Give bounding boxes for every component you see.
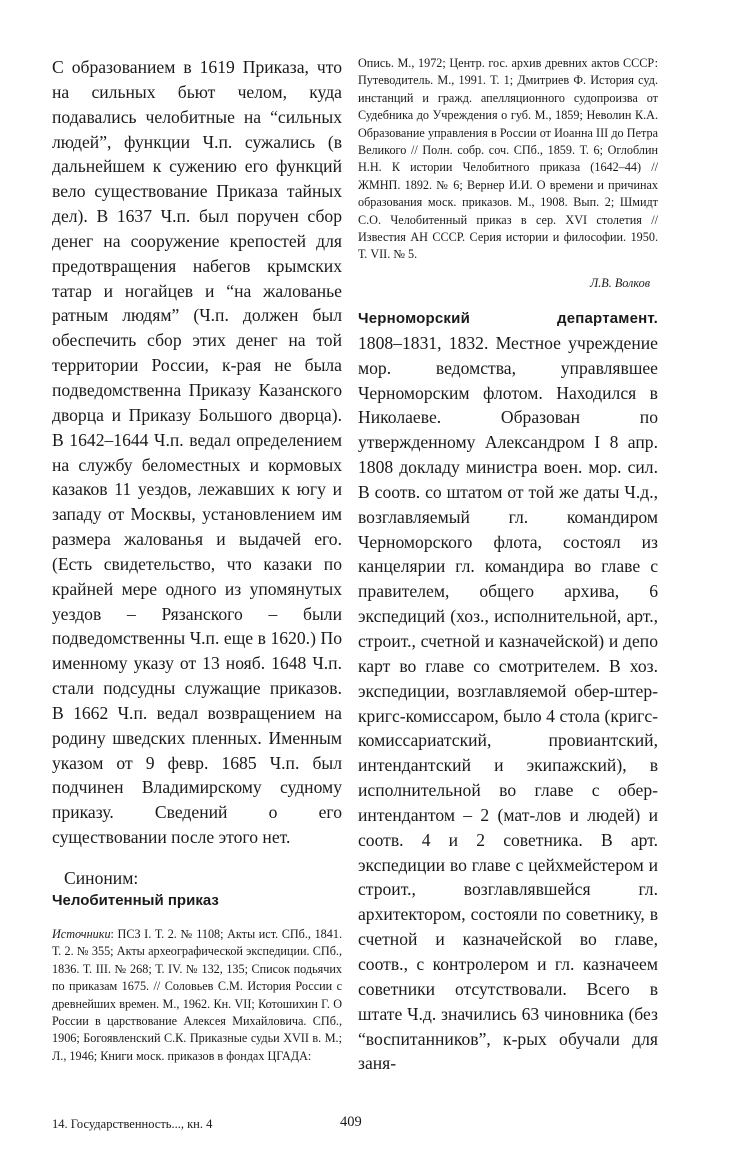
sources-block [52,926,342,1065]
running-title: 14. Государственность..., кн. 4 [52,1117,213,1131]
entry-header [358,307,658,1076]
sources-continuation: Опись. М., 1972; Центр. гос. архив древних актов СССР: Путеводитель. М., 1991. Т. 1; Дмитриев Ф. История суд. инстанций и гражд. апелляционного судопроизва от Судебника до Учреждения о губ. М., 1859; Неволин К.А. Образование управления в России от Иоанна III до Петра Великого // Полн. собр. соч. СПб., 1859. Т. 6; Оглоблин Н.Н. К истории Челобитного приказа (1642–44) // ЖМНП. 1892. № 6; Вернер И.И. О времени и причинах образования моск. приказов. М., 1908. Вып. 2; Шмидт С.О. Челобитенный приказ в сер. XVI столетия // Известия АН СССР. Серия истории и философии. 1950. Т. VII. № 5. [358,56,658,262]
synonym-label: Синоним: [64,868,139,888]
sources-text: : ПСЗ I. Т. 2. № 1108; Акты ист. СПб., 1841. Т. 2. № 355; Акты археографической экспедиции. СПб., 1836. Т. III. № 268; Т. IV. № 132, 135; Список подьячих по приказам 1675. // Соловьев С.М. История России с древнейших времен. М., 1962. Кн. VII; Котошихин Г. О России в царствование Алексея Михайловича. СПб., 1906; Богоявленский С.К. Приказные судьи XVII в. М.; Л., 1946; Книги моск. приказов в фондах ЦГАДА: [52,927,342,1063]
sources-label: Источники [52,927,111,941]
right-column [358,55,658,1076]
article-author: Л.В. Волков [589,275,650,290]
synonym-term: Челобитенный приказ [52,892,219,909]
entry-title-row [358,307,658,331]
page-number: 409 [340,1114,362,1130]
entry-body-text: С образованием в 1619 Приказа, что на сильных бьют челом, куда подавались челобитные на “сильных людей”, функции Ч.п. сужались (в дальнейшем к сужению его функций вело существование Приказа тайных дел). В 1637 Ч.п. был поручен сбор денег на сооружение крепостей для предотвращения набегов крымских татар и ногайцев и “на жалованье ратным людям” (Ч.п. должен был обеспечить сбор этих денег на той территории России, к-рая не была подведомственна Приказу Казанского дворца и Приказу Большого дворца). В 1642–1644 Ч.п. ведал определением на службу беломестных и кормовых казаков 11 уездов, лежавших к югу и западу от Москвы, установлением им размера жалованья и выдачей его. (Есть свидетельство, что казаки по крайней мере одного из упомянутых уездов – Рязанского – были подведомственны Ч.п. еще в 1620.) По именному указу от 13 нояб. 1648 Ч.п. стали подсудны служащие приказов. В 1662 Ч.п. ведал возвращением на родину шведских пленных. Именным указом от 9 февр. 1685 Ч.п. был подчинен Владимирскому судному приказу. Сведений о его существовании после этого нет. [52,57,342,848]
entry-term-part-2: департамент. [556,309,658,327]
left-column [52,55,342,1065]
entry-text: 1808–1831, 1832. Местное учреждение мор. ведомства, управлявшее Черноморским флотом. Находился в Николаеве. Образован по утвержденному Александром I 8 апр. 1808 докладу министра воен. мор. сил. В соотв. со штатом от той же даты Ч.д., возглавляемый гл. командиром Черноморского флота, состоял из канцелярии гл. командира во главе с правителем, общего архива, 6 экспедиций (хоз., исполнительной, арт., строит., счетной и казначейской) и депо карт во главе со смотрителем. В хоз. экспедиции, возглавляемой обер-штер-кригс-комиссаром, было 4 стола (кригс-комиссариатский, провиантский, интендантский и экипажский), в исполнительной во главе с обер-интендантом – 2 (мат-лов и людей) и соотв. 4 и 2 советника. В арт. экспедиции во главе с цейхмейстером и строит., возглавлявшейся гл. архитектором, состояли по советнику, в счетной и казначейской во главе, соотв., с контролером и гл. казначеем советники отсутствовали. Всего в штате Ч.д. значились 63 чиновника (без “воспитанников”, к-рых обучали для заня- [358,332,658,1074]
entry-term-part-1: Черноморский [358,309,470,327]
